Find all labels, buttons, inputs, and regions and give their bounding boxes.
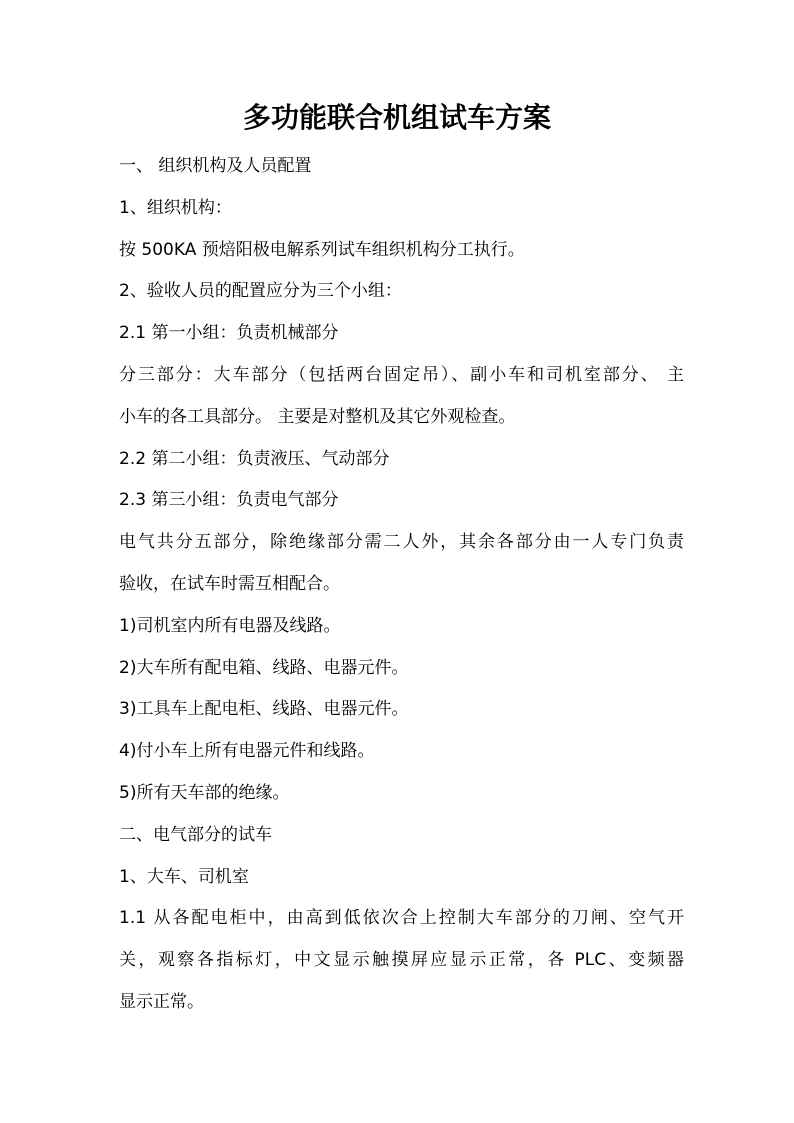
list-item: 5)所有天车部的绝缘。 bbox=[119, 782, 290, 803]
list-item: 2)大车所有配电箱、线路、电器元件。 bbox=[119, 657, 409, 678]
paragraph-line: 1、组织机构： bbox=[119, 197, 232, 218]
paragraph-line: 2.3 第三小组：负责电气部分 bbox=[119, 490, 339, 511]
document-body bbox=[119, 146, 684, 1024]
paragraph-line: 2.1 第一小组：负责机械部分 bbox=[119, 323, 339, 344]
list-item: 3)工具车上配电柜、线路、电器元件。 bbox=[119, 699, 409, 720]
paragraph-line: 电气共分五部分，除绝缘部分需二人外，其余各部分由一人专门负责 bbox=[119, 532, 684, 553]
paragraph-line: 1、大车、司机室 bbox=[119, 866, 249, 887]
paragraph-line: 验收，在试车时需互相配合。 bbox=[119, 573, 340, 594]
paragraph-line: 关，观察各指标灯，中文显示触摸屏应显示正常，各 PLC、变频器 bbox=[119, 950, 684, 971]
paragraph-line: 分三部分：大车部分（包括两台固定吊）、副小车和司机室部分、 主 bbox=[119, 364, 684, 385]
paragraph-line: 2.2 第二小组：负责液压、气动部分 bbox=[119, 448, 390, 469]
section-heading-2: 二、电气部分的试车 bbox=[119, 824, 272, 845]
document-title: 多功能联合机组试车方案 bbox=[242, 101, 551, 134]
paragraph-line: 显示正常。 bbox=[119, 991, 204, 1012]
paragraph-line: 按 500KA 预焙阳极电解系列试车组织机构分工执行。 bbox=[119, 239, 525, 260]
paragraph-line: 1.1 从各配电柜中，由高到低依次合上控制大车部分的刀闸、空气开 bbox=[119, 908, 684, 929]
list-item: 1)司机室内所有电器及线路。 bbox=[119, 615, 341, 636]
section-heading-1: 一、 组织机构及人员配置 bbox=[119, 156, 312, 176]
paragraph-line: 2、验收人员的配置应分为三个小组： bbox=[119, 281, 402, 302]
paragraph-line: 小车的各工具部分。 主要是对整机及其它外观检查。 bbox=[119, 406, 516, 427]
list-item: 4)付小车上所有电器元件和线路。 bbox=[119, 741, 375, 762]
